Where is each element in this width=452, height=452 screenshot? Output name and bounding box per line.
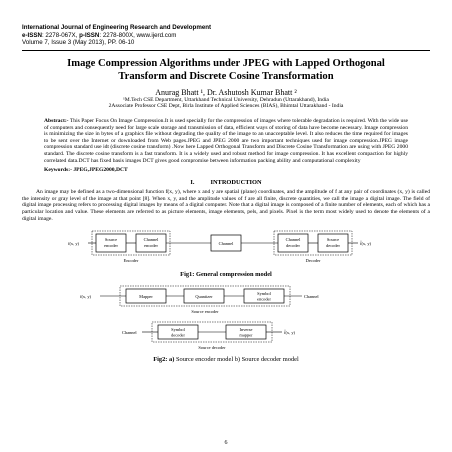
fig1-source-encoder-l1: Source [104,237,118,243]
fig2-mapper-label: Mapper [139,294,153,300]
journal-header [22,24,430,47]
journal-name: International Journal of Engineering Research and Development [22,24,212,31]
fig2-inverse-mapper-l2: mapper [239,332,253,338]
figure-1-diagram [66,228,386,268]
fig2-caption-rest: Source encoder model b) Source decoder model [174,356,299,364]
fig2-source-encoder-label: Source encoder [191,309,219,315]
figure-2-caption [22,356,430,363]
fig1-source-decoder-l2: decoder [326,243,340,249]
fig2-symbol-encoder-l2: encoder [257,296,271,302]
journal-issn [22,32,430,40]
fig1-encoder-label: Encoder [123,258,139,264]
fig2-source-decoder-label: Source decoder [198,345,226,351]
affiliation-1: ¹M.Tech CSE Department, Uttarkhand Technical University, Dehradun (Uttarakhand), India [123,96,329,103]
eissn-value: : 2278-067X, [41,31,80,39]
keywords: Keywords:- JPEG,JPEG2000,DCT [44,167,128,174]
paper-authors: Anurag Bhatt ¹, Dr. Ashutosh Kumar Bhatt ² [155,87,297,97]
fig2b-channel-in: Channel [122,330,137,336]
fig1-channel-label: Channel [218,241,234,247]
abstract [44,118,408,164]
paper-title: Image Compression Algorithms under JPEG with Lapped Orthogonal Transform and Discrete Cosine Transformation [67,57,385,82]
fig1-decoder-label: Decoder [305,258,321,264]
fig2a-channel-out: Channel [304,294,319,300]
pissn-label: p-ISSN [79,31,100,39]
fig1-channel-decoder-l1: Channel [285,237,301,243]
affiliation-2: 2Associate Professor CSE Dept, Birla Institute of Applied Sciences (BIAS), Bhimtal Uttarakhand - India [108,103,344,110]
pissn-value: : 2278-800X, www.ijerd.com [99,31,177,39]
fig2-caption-bold: Fig2: a) [153,356,175,364]
fig1-source-decoder-l1: Source [326,237,340,243]
fig1-channel-decoder-l2: decoder [286,243,300,249]
fig1-channel-encoder-l1: Channel [143,237,159,243]
fig2a-input: f(x, y) [80,294,91,300]
fig2-symbol-decoder-l1: Symbol [171,327,185,333]
page-number: 6 [224,440,228,446]
eissn-label: e-ISSN [22,31,42,39]
fig2-symbol-decoder-l2: decoder [171,332,185,338]
journal-volume: Volume 7, Issue 3 (May 2013), PP. 06-10 [22,39,135,47]
paper-page [22,24,430,444]
fig1-output: f̂(x, y) [360,241,371,247]
fig2b-output: f̂(x, y) [284,330,295,336]
fig1-source-encoder-l2: encoder [104,243,118,249]
fig1-input: f(x, y) [68,241,79,247]
figure-2-diagram [76,284,376,354]
fig2-quantizer-label: Quantizer [195,294,213,300]
section-heading: I. INTRODUCTION [190,179,262,187]
fig1-channel-encoder-l2: encoder [144,243,158,249]
header-rule [22,50,430,51]
fig2-symbol-encoder-l1: Symbol [257,291,271,297]
abstract-label: Abstract:- [44,117,69,124]
abstract-text: This Paper Focus On Image Compression.It is used specially for the compression of images where tolerable degradation is required. With the wide use of computers and consequently need for large scale storage and transmission of data, efficient ways of storing of data have become necessary. Image compression is minimizing the size in bytes of a graphics file without degrading the quality of the image to an unacceptable level. It also reduces the time required for images to be sent over the Internet or downloaded from Web pages.JPEG and JPEG 2000 are two important techniques used for image compression.JPEG image compression standard use idt (discrete cosine transform) .Now here Lapped Orthogonal Transform and Discrete Cosine Transformation are using with JPEG 2000 standard. The discrete cosine transform is a fast transform. It is a widely used and robust method for image compression. It has excellent compaction for highly correlated data.DCT has fixed basis images DCT gives good compromise between information packing ability and computational complexity [44,117,408,164]
figure-1-caption: Fig1: General compression model [180,271,272,279]
intro-paragraph: An image may be defined as a two-dimensional function f(x, y), where x and y are spatial (plane) coordinates, and the amplitude of f at any pair of coordinates (x, y) is called the intensity or gray level of the image at that point [8]. When x, y, and the amplitude values of f are all finite, discrete quantities, we call the image a digital image. The field of digital image processing refers to processing digital images by means of a digital computer. Note that a digital image is composed of a finite number of elements, each of which has a particular location and value. These elements are referred to as picture elements, image elements, pels, and pixels. Pixel is the term most widely used to denote the elements of a digital image. [22,189,430,222]
fig2-inverse-mapper-l1: Inverse [239,327,253,333]
